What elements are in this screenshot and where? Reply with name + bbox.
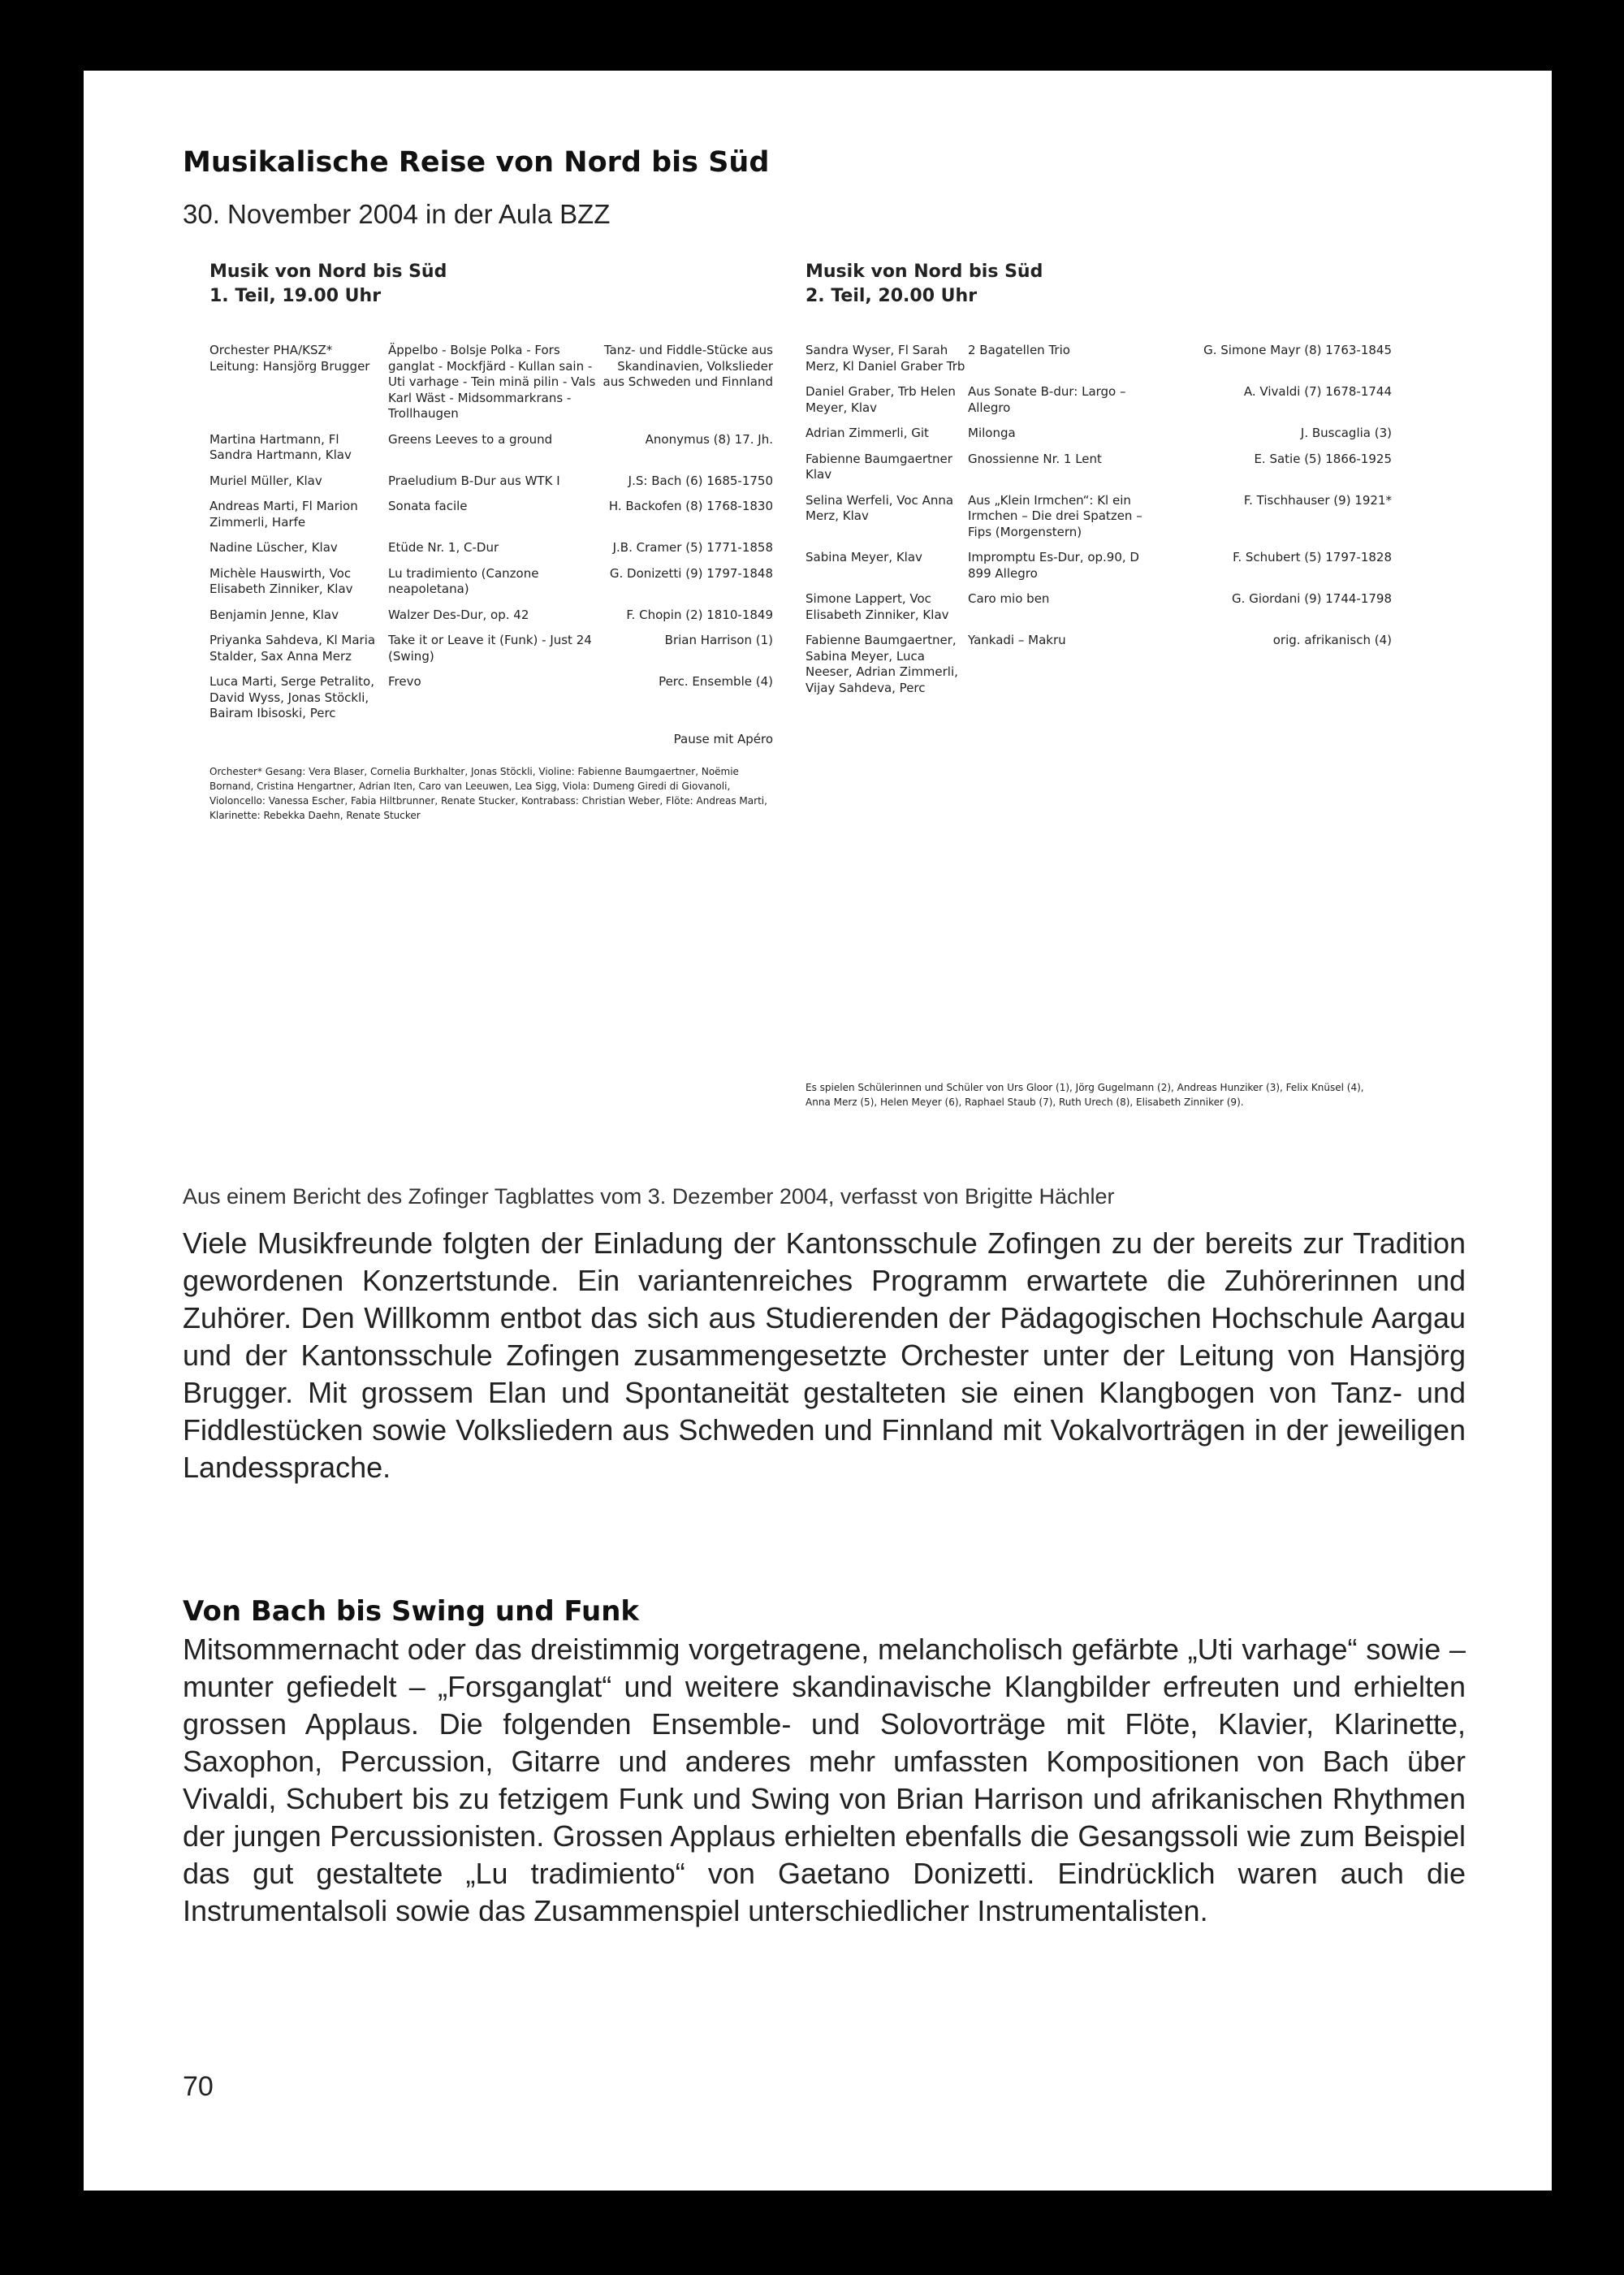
performers: Adrian Zimmerli, Git (806, 426, 929, 440)
piece: Aus „Klein Irmchen“: Kl ein Irmchen – Die drei Spatzen – Fips (Morgenstern) (968, 492, 1142, 539)
program-row (209, 432, 773, 464)
performers: Fabienne Baumgaertner, Sabina Meyer, Luca Neeser, Adrian Zimmerli, Vijay Sahdeva, Perc (806, 633, 958, 695)
article-paragraph-2: Mitsommernacht oder das dreistimmig vorgetragene, melancholisch gefärbte „Uti varhage“ sowie – munter gefiedelt – „Forsganglat“ und weitere skandinavische Klangbilder erfreuten und erhielten grossen Applaus. Die folgenden Ensemble- und Solovorträge mit Flöte, Klavier, Klarinette, Saxophon, Percussion, Gitarre und anderes mehr umfassten Kompositionen von Bach über Vivaldi, Schubert bis zu fetzigem Funk und Swing von Brian Harrison und afrikanischen Rhythmen der jungen Percussionisten. Grossen Applaus erhielten ebenfalls die Gesangssoli wie zum Beispiel das gut gestaltete „Lu tradimiento“ von Gaetano Donizetti. Eindrücklich waren auch die Instrumentalsoli sowie das Zusammenspiel unterschiedlicher Instrumentalisten. (183, 1633, 1466, 1927)
composer: J. Buscaglia (3) (1300, 426, 1392, 440)
performers: Andreas Marti, Fl Marion Zimmerli, Harfe (209, 499, 358, 530)
program-heading-line1: Musik von Nord bis Süd (209, 262, 447, 282)
program-row (209, 608, 773, 624)
performers: Priyanka Sahdeva, Kl Maria Stalder, Sax Anna Merz (209, 633, 376, 664)
piece: Caro mio ben (968, 591, 1050, 606)
program-part-2-list (806, 343, 1392, 696)
program-row (806, 384, 1392, 416)
piece: Greens Leeves to a ground (388, 431, 553, 447)
performers: Martina Hartmann, Fl Sandra Hartmann, Klav (209, 431, 352, 462)
piece: Äppelbo - Bolsje Polka - Fors ganglat - Mockfjärd - Kullan sain - Uti varhage - Tein minä pilin - Vals Karl Wäst - Midsommarkrans - Trollhaugen (388, 343, 596, 421)
composer: F. Tischhauser (9) 1921* (1243, 492, 1392, 508)
piece: Walzer Des-Dur, op. 42 (388, 607, 529, 622)
performers: Sabina Meyer, Klav (806, 550, 922, 564)
piece: Lu tradimiento (Canzone neapoletana) (388, 565, 539, 596)
program-row (209, 540, 773, 556)
composer: orig. afrikanisch (4) (1272, 633, 1392, 647)
teachers-footnote: Es spielen Schülerinnen und Schüler von Urs Gloor (1), Jörg Gugelmann (2), Andreas Hunziker (3), Felix Knüsel (4), Anna Merz (5), Helen Meyer (6), Raphael Staub (7), Ruth Urech (8), Elisabeth Zinniker (9). (806, 1082, 1364, 1108)
piece: Praeludium B-Dur aus WTK I (388, 473, 560, 488)
composer: G. Simone Mayr (8) 1763-1845 (1203, 343, 1392, 357)
program-part-1-list (209, 343, 773, 823)
page-title: Musikalische Reise von Nord bis Süd (183, 146, 770, 179)
performers: Daniel Graber, Trb Helen Meyer, Klav (806, 384, 956, 415)
program-row (209, 633, 773, 664)
program-row (806, 426, 1392, 442)
page-number: 70 (183, 2071, 214, 2102)
composer: A. Vivaldi (7) 1678-1744 (1243, 384, 1392, 399)
composer: Anonymus (8) 17. Jh. (645, 431, 773, 447)
composer: Brian Harrison (1) (664, 633, 773, 647)
piece: Yankadi – Makru (968, 633, 1066, 647)
composer: G. Donizetti (9) 1797-1848 (609, 565, 773, 581)
program-row (806, 550, 1392, 582)
program-part-2-heading (806, 260, 1392, 309)
program-row (209, 343, 773, 422)
program-heading-line2: 1. Teil, 19.00 Uhr (209, 286, 382, 306)
performers: Benjamin Jenne, Klav (209, 607, 339, 622)
program-heading-line2: 2. Teil, 20.00 Uhr (806, 286, 978, 306)
intermission-note: Pause mit Apéro (673, 731, 773, 746)
program-row (806, 493, 1392, 541)
program-part-2 (806, 260, 1392, 1108)
composer: J.S: Bach (6) 1685-1750 (628, 473, 773, 488)
program-part-1 (209, 260, 773, 823)
performers: Sandra Wyser, Fl Sarah Merz, Kl Daniel Graber Trb (806, 343, 965, 374)
program-row (209, 674, 773, 722)
event-date-location: 30. November 2004 in der Aula BZZ (183, 199, 611, 229)
composer: H. Backofen (8) 1768-1830 (608, 499, 773, 513)
piece: Impromptu Es-Dur, op.90, D 899 Allegro (968, 550, 1139, 581)
performers: Selina Werfeli, Voc Anna Merz, Klav (806, 492, 954, 523)
program-row (806, 452, 1392, 483)
composer: G. Giordani (9) 1744-1798 (1232, 591, 1392, 606)
composer: Tanz- und Fiddle-Stücke aus Skandinavien, Volkslieder aus Schweden und Finnland (603, 343, 773, 389)
composer: F. Schubert (5) 1797-1828 (1233, 550, 1392, 564)
program-row (806, 591, 1392, 623)
program-row (209, 566, 773, 598)
performers: Muriel Müller, Klav (209, 473, 322, 488)
performers: Orchester PHA/KSZ* Leitung: Hansjörg Brugger (209, 343, 370, 374)
program-part-1-heading (209, 260, 773, 309)
piece: Aus Sonate B-dur: Largo – Allegro (968, 384, 1126, 415)
performers: Michèle Hauswirth, Voc Elisabeth Zinniker, Klav (209, 565, 353, 596)
program-row (209, 499, 773, 530)
article-paragraph-1: Viele Musikfreunde folgten der Einladung der Kantonsschule Zofingen zu der bereits zur Tradition gewordenen Konzertstunde. Ein variantenreiches Programm erwartete die Zuhörerinnen und Zuhörer. Den Willkomm entbot das sich aus Studierenden der Pädagogischen Hochschule Aargau und der Kantonsschule Zofingen zusammengesetzte Orchester unter der Leitung von Hansjörg Brugger. Mit grossem Elan und Spontaneität gestalteten sie einen Klangbogen von Tanz- und Fiddlestücken sowie Volksliedern aus Schweden und Finnland mit Vokalvorträgen in der jeweiligen Landessprache. (183, 1226, 1466, 1484)
section-heading: Von Bach bis Swing und Funk (183, 1595, 640, 1628)
performers: Simone Lappert, Voc Elisabeth Zinniker, Klav (806, 591, 949, 622)
composer: Perc. Ensemble (4) (659, 674, 773, 689)
program-heading-line1: Musik von Nord bis Süd (806, 262, 1043, 282)
piece: Gnossienne Nr. 1 Lent (968, 451, 1102, 466)
program-row (209, 474, 773, 490)
composer: J.B. Cramer (5) 1771-1858 (612, 540, 773, 555)
program-row (806, 633, 1392, 696)
piece: 2 Bagatellen Trio (968, 343, 1070, 357)
piece: Sonata facile (388, 499, 468, 513)
piece: Take it or Leave it (Funk) - Just 24 (Swing) (388, 633, 592, 664)
article-source-caption: Aus einem Bericht des Zofinger Tagblattes vom 3. Dezember 2004, verfasst von Brigitte Hächler (183, 1184, 1115, 1209)
performers: Nadine Lüscher, Klav (209, 540, 338, 555)
performers: Luca Marti, Serge Petralito, David Wyss, Jonas Stöckli, Bairam Ibisoski, Perc (209, 674, 375, 720)
piece: Etüde Nr. 1, C-Dur (388, 540, 499, 555)
composer: E. Satie (5) 1866-1925 (1254, 451, 1392, 466)
piece: Frevo (388, 674, 421, 689)
program-row (806, 343, 1392, 374)
composer: F. Chopin (2) 1810-1849 (626, 607, 773, 622)
performers: Fabienne Baumgaertner Klav (806, 451, 952, 482)
piece: Milonga (968, 426, 1016, 440)
orchestra-footnote: Orchester* Gesang: Vera Blaser, Cornelia Burkhalter, Jonas Stöckli, Violine: Fabienne Baumgaertner, Noëmie Bornand, Cristina Hengartner, Adrian Iten, Caro van Leeuwen, Lea Sigg, Viola: Dumeng Giredi di Giovanoli, Violoncello: Vanessa Escher, Fabia Hiltbrunner, Renate Stucker, Kontrabass: Christian Weber, Flöte: Andreas Marti, Klarinette: Rebekka Daehn, Renate Stucker (209, 765, 767, 821)
